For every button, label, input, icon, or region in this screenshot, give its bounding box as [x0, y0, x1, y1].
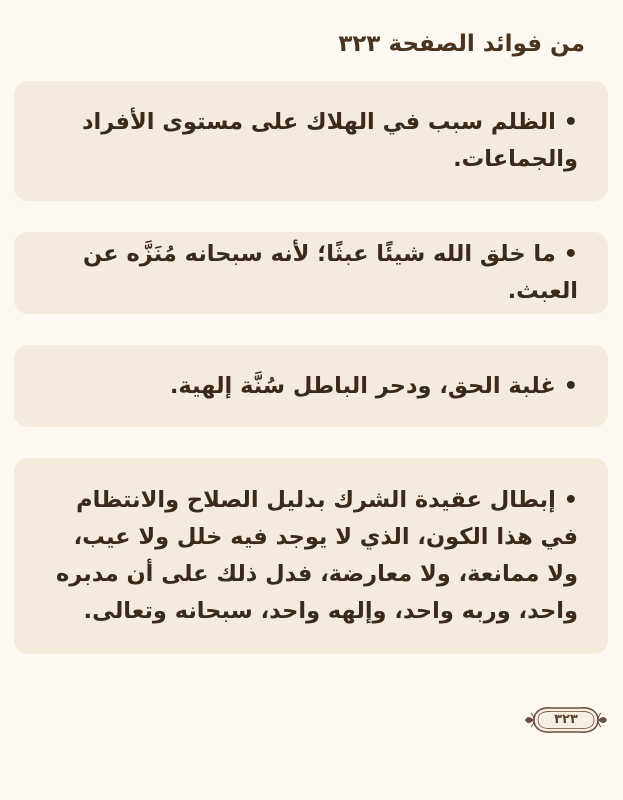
benefit-text: • الظلم سبب في الهلاك على مستوى الأفراد والجماعات.	[82, 109, 578, 172]
page-number: ٣٢٣	[554, 712, 578, 727]
benefit-card-4	[14, 458, 608, 654]
benefit-text: • غلبة الحق، ودحر الباطل سُنَّة إلهية.	[169, 372, 578, 399]
benefit-card-1	[14, 81, 608, 201]
page-number-badge	[524, 703, 608, 737]
benefit-card-2	[14, 232, 608, 314]
benefit-text: • ما خلق الله شيئًا عبثًا؛ لأنه سبحانه مُنَزَّه عن العبث.	[83, 241, 578, 304]
benefit-card-3	[14, 345, 608, 427]
benefit-text: • إبطال عقيدة الشرك بدليل الصلاح والانتظام في هذا الكون، الذي لا يوجد فيه خلل ولا عيب، ولا ممانعة، ولا معارضة، فدل ذلك على أن مدبره واحد، وربه واحد، وإلهه واحد، سبحانه وتعالى.	[55, 487, 578, 624]
page-title: من فوائد الصفحة ٣٢٣	[338, 31, 585, 57]
